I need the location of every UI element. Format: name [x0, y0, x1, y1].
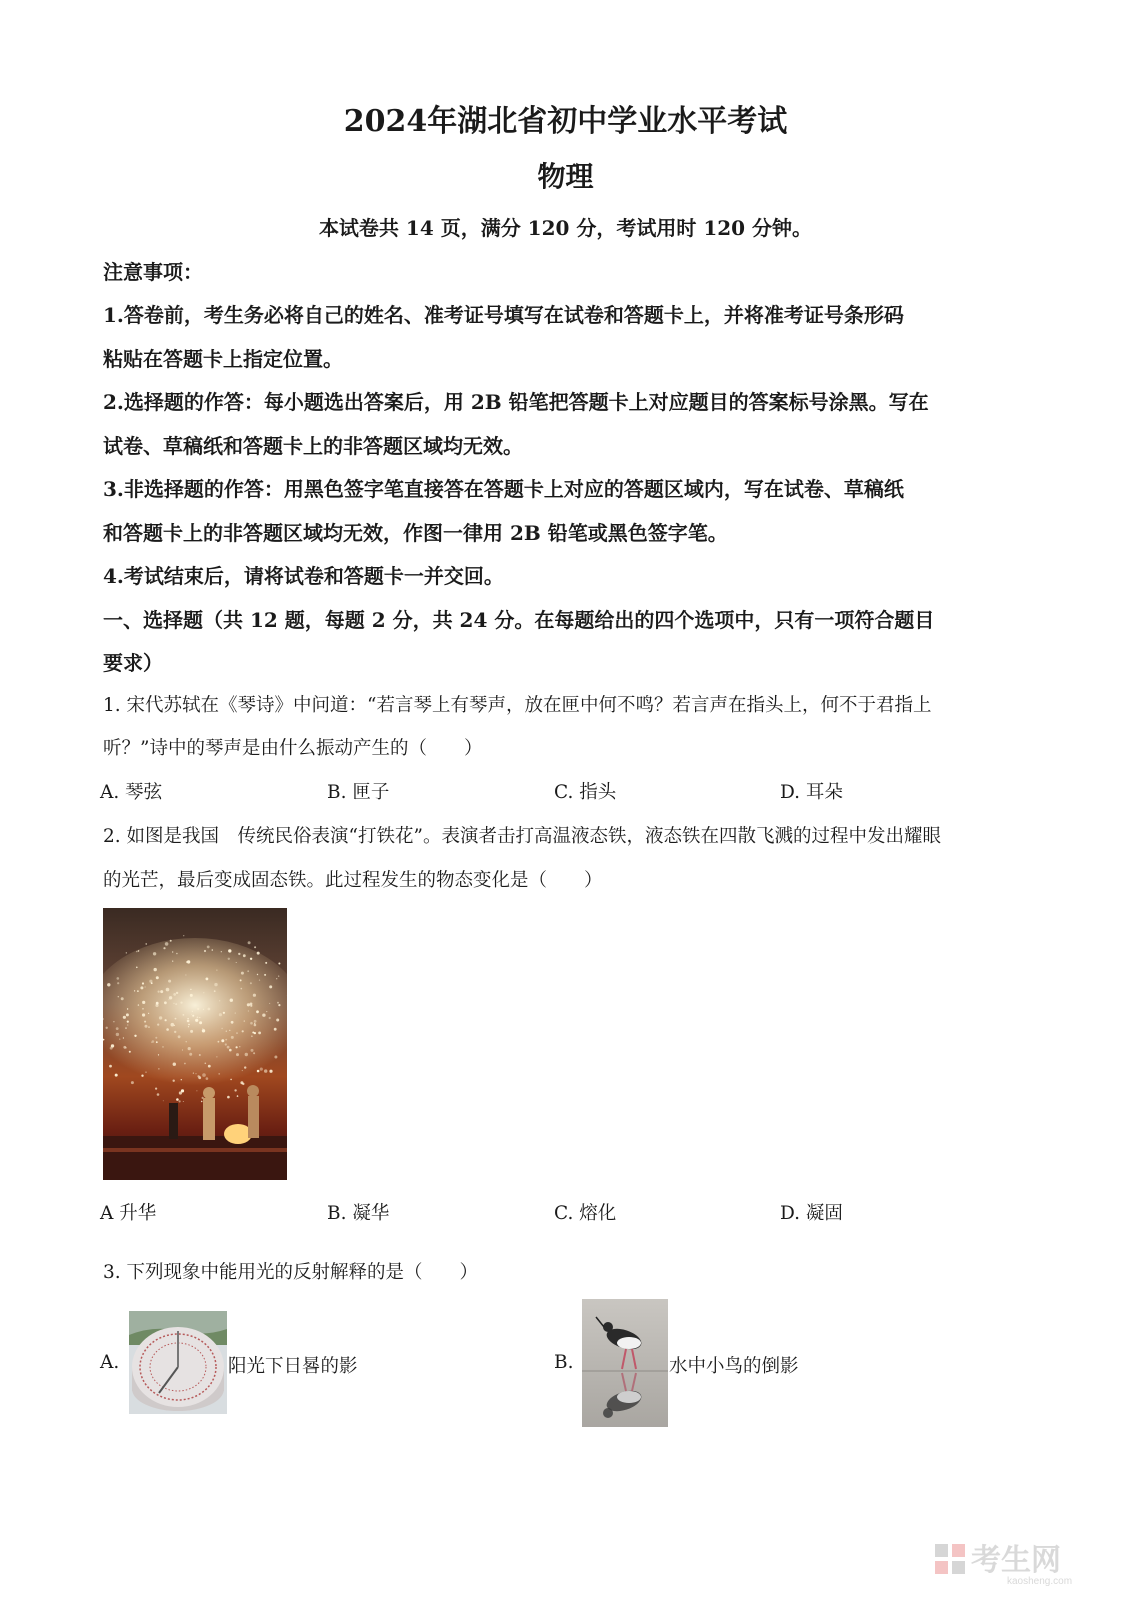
- watermark: [935, 1538, 1105, 1586]
- notice-heading: 注意事项：: [103, 260, 203, 284]
- exam-title: 2024年湖北省初中学业水平考试: [343, 104, 788, 139]
- question-3-option-a-text: 阳光下日晷的影: [228, 1356, 358, 1377]
- question-3-option-a-letter: A.: [100, 1352, 120, 1373]
- notice-line: 3.非选择题的作答：用黑色签字笔直接答在答题卡上对应的答题区域内，写在试卷、草稿纸: [103, 477, 904, 501]
- watermark-name: 考生网: [971, 1544, 1061, 1577]
- question-1-option-d: D. 耳朵: [780, 782, 843, 803]
- sundial-photo: [129, 1311, 227, 1414]
- notice-line: 试卷、草稿纸和答题卡上的非答题区域均无效。: [103, 434, 523, 458]
- question-2-option-c: C. 熔化: [554, 1203, 617, 1224]
- question-1-option-b: B. 匣子: [327, 782, 390, 803]
- bird-reflection-photo: [582, 1299, 668, 1427]
- question-3-stem: 3. 下列现象中能用光的反射解释的是（ ）: [103, 1262, 479, 1283]
- question-1-option-c: C. 指头: [554, 782, 617, 803]
- question-2-option-d: D. 凝固: [780, 1203, 843, 1224]
- question-1-stem: 听？”诗中的琴声是由什么振动产生的（ ）: [103, 738, 483, 759]
- exam-info: 本试卷共 14 页，满分 120 分，考试用时 120 分钟。: [318, 216, 813, 240]
- question-2-stem: 2. 如图是我国 传统民俗表演“打铁花”。表演者击打高温液态铁，液态铁在四散飞溅的过程中发出耀眼: [103, 826, 941, 847]
- notice-line: 2.选择题的作答：每小题选出答案后，用 2B 铅笔把答题卡上对应题目的答案标号涂黑。写在: [103, 390, 929, 414]
- section-heading: 一、选择题（共 12 题，每题 2 分，共 24 分。在每题给出的四个选项中，只有一项符合题目: [103, 608, 935, 632]
- notice-line: 4.考试结束后，请将试卷和答题卡一并交回。: [103, 564, 504, 588]
- watermark-logo-icon: [935, 1538, 1105, 1586]
- iron-flower-photo: [103, 908, 287, 1180]
- notice-line: 粘贴在答题卡上指定位置。: [103, 347, 343, 371]
- notice-line: 1.答卷前，考生务必将自己的姓名、准考证号填写在试卷和答题卡上，并将准考证号条形码: [103, 303, 904, 327]
- question-2-option-a: A 升华: [100, 1203, 157, 1224]
- question-3-option-b-letter: B.: [554, 1352, 574, 1373]
- subject-title: 物理: [537, 160, 594, 193]
- section-heading: 要求）: [103, 651, 163, 675]
- question-1-option-a: A. 琴弦: [100, 782, 163, 803]
- notice-line: 和答题卡上的非答题区域均无效，作图一律用 2B 铅笔或黑色签字笔。: [103, 521, 728, 545]
- question-3-option-b-text: 水中小鸟的倒影: [669, 1356, 799, 1377]
- question-2-stem: 的光芒，最后变成固态铁。此过程发生的物态变化是（ ）: [103, 870, 603, 891]
- question-2-option-b: B. 凝华: [327, 1203, 390, 1224]
- question-1-stem: 1. 宋代苏轼在《琴诗》中问道：“若言琴上有琴声，放在匣中何不鸣？若言声在指头上，何不于君指上: [103, 695, 932, 716]
- watermark-url: kaosheng.com: [1007, 1576, 1073, 1586]
